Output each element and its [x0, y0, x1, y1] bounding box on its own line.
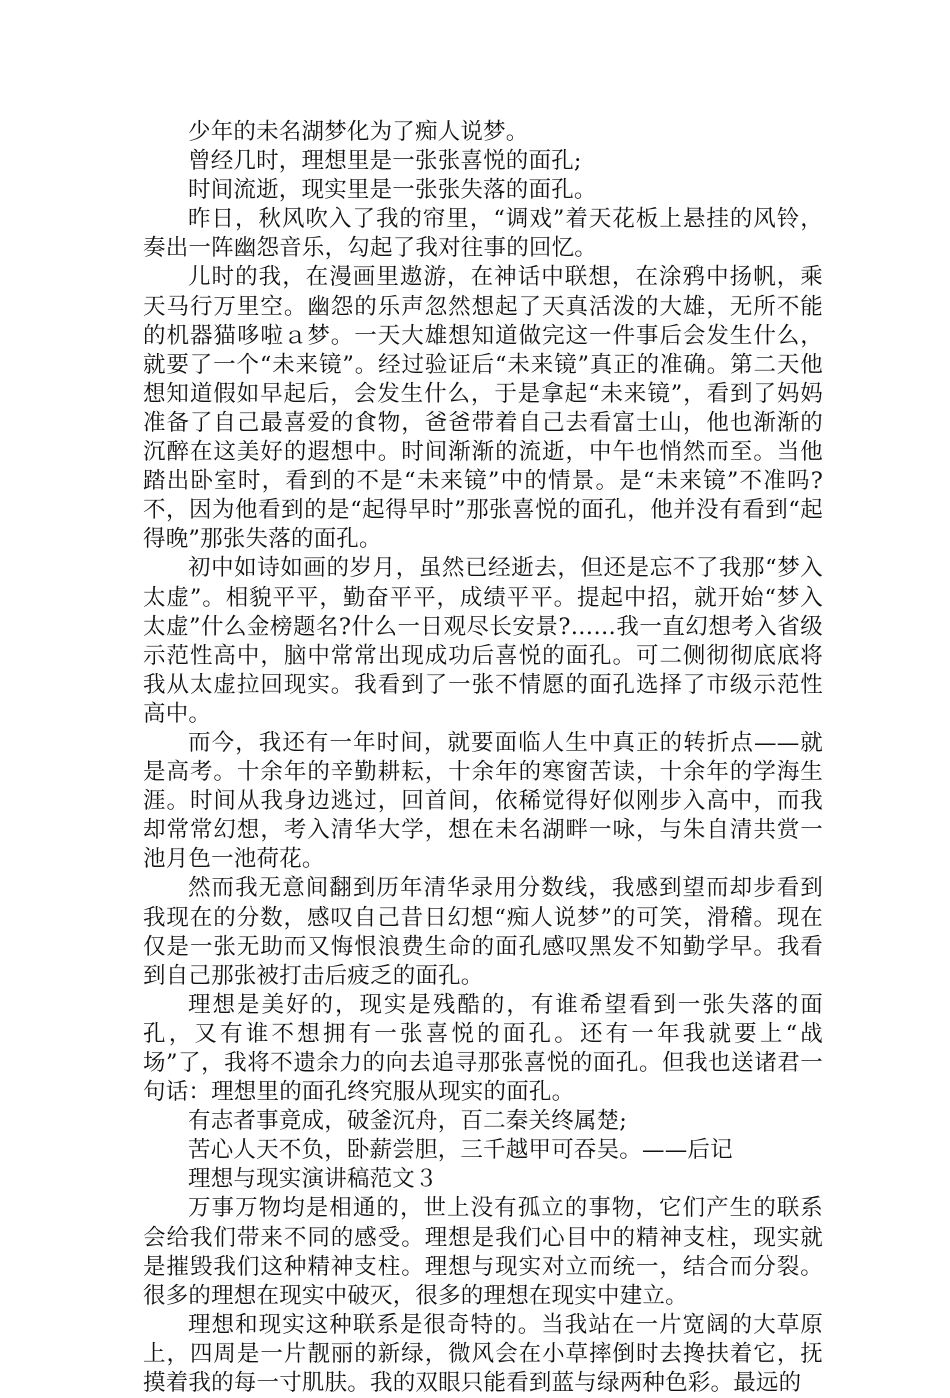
paragraph: 苦心人天不负，卧薪尝胆，三千越甲可吞吴。——后记 [188, 1137, 733, 1164]
paragraph: 而今，我还有一年时间，就要面临人生中真正的转折点——就是高考。十余年的辛勤耕耘，十余年的寒窗苦读，十余年的学海生涯。时间从我身边逃过，回首间，依稀觉得好似刚步入高中，而我却常常幻想，考入清华大学，想在未名湖畔一咏，与朱自清共赏一池月色一池荷花。 [143, 729, 823, 873]
paragraph: 儿时的我，在漫画里遨游，在神话中联想，在涂鸦中扬帆，乘天马行万里空。幽怨的乐声忽然想起了天真活泼的大雄，无所不能的机器猫哆啦ａ梦。一天大雄想知道做完这一件事后会发生什么，就要了一个“未来镜”。经过验证后“未来镜”真正的准确。第二天他想知道假如早起后，会发生什么，于是拿起“未来镜”，看到了妈妈准备了自己最喜爱的食物，爸爸带着自己去看富士山，他也渐渐的沉醉在这美好的遐想中。时间渐渐的流逝，中午也悄然而至。当他踏出卧室时，看到的不是“未来镜”中的情景。是“未来镜”不准吗?不，因为他看到的是“起得早时”那张喜悦的面孔，他并没有看到“起得晚”那张失落的面孔。 [143, 264, 823, 553]
paragraph: 万事万物均是相通的，世上没有孤立的事物，它们产生的联系会给我们带来不同的感受。理想是我们心目中的精神支柱，现实就是摧毁我们这种精神支柱。理想与现实对立而统一，结合而分裂。很多的理想在现实中破灭，很多的理想在现实中建立。 [143, 1195, 823, 1309]
section-heading: 理想与现实演讲稿范文３ [188, 1166, 438, 1193]
paragraph: 少年的未名湖梦化为了痴人说梦。 [188, 119, 529, 145]
paragraph: 曾经几时，理想里是一张张喜悦的面孔; [188, 148, 582, 175]
paragraph: 然而我无意间翻到历年清华录用分数线，我感到望而却步看到我现在的分数，感叹自己昔日幻想“痴人说梦”的可笑，滑稽。现在仅是一张无助而又悔恨浪费生命的面孔感叹黑发不知勤学早。我看到自己那张被打击后疲乏的面孔。 [143, 875, 823, 989]
paragraph: 理想是美好的，现实是残酷的，有谁希望看到一张失落的面孔，又有谁不想拥有一张喜悦的面孔。还有一年我就要上“战场”了，我将不遗余力的向去追寻那张喜悦的面孔。但我也送诸君一句话：理想里的面孔终究服从现实的面孔。 [143, 991, 823, 1106]
paragraph: 昨日，秋风吹入了我的帘里，“调戏”着天花板上悬挂的风铃，奏出一阵幽怨音乐，勾起了我对往事的回忆。 [143, 206, 823, 262]
document-body [143, 118, 823, 1398]
paragraph: 有志者事竟成，破釜沉舟，百二秦关终属楚; [188, 1108, 628, 1135]
paragraph: 时间流逝，现实里是一张张失落的面孔。 [188, 177, 597, 204]
paragraph: 初中如诗如画的岁月，虽然已经逝去，但还是忘不了我那“梦入太虚”。相貌平平，勤奋平平，成绩平平。提起中招，就开始“梦入太虚”什么金榜题名?什么一日观尽长安景?……我一直幻想考入省级示范性高中，脑中常常出现成功后喜悦的面孔。可二侧彻彻底底将我从太虚拉回现实。我看到了一张不情愿的面孔选择了市级示范性高中。 [143, 555, 823, 727]
paragraph: 理想和现实这种联系是很奇特的。当我站在一片宽阔的大草原上，四周是一片靓丽的新绿，微风会在小草摔倒时去搀扶着它，抚摸着我的每一寸肌肤。我的双眼只能看到蓝与绿两种色彩。最远的 [143, 1311, 823, 1397]
